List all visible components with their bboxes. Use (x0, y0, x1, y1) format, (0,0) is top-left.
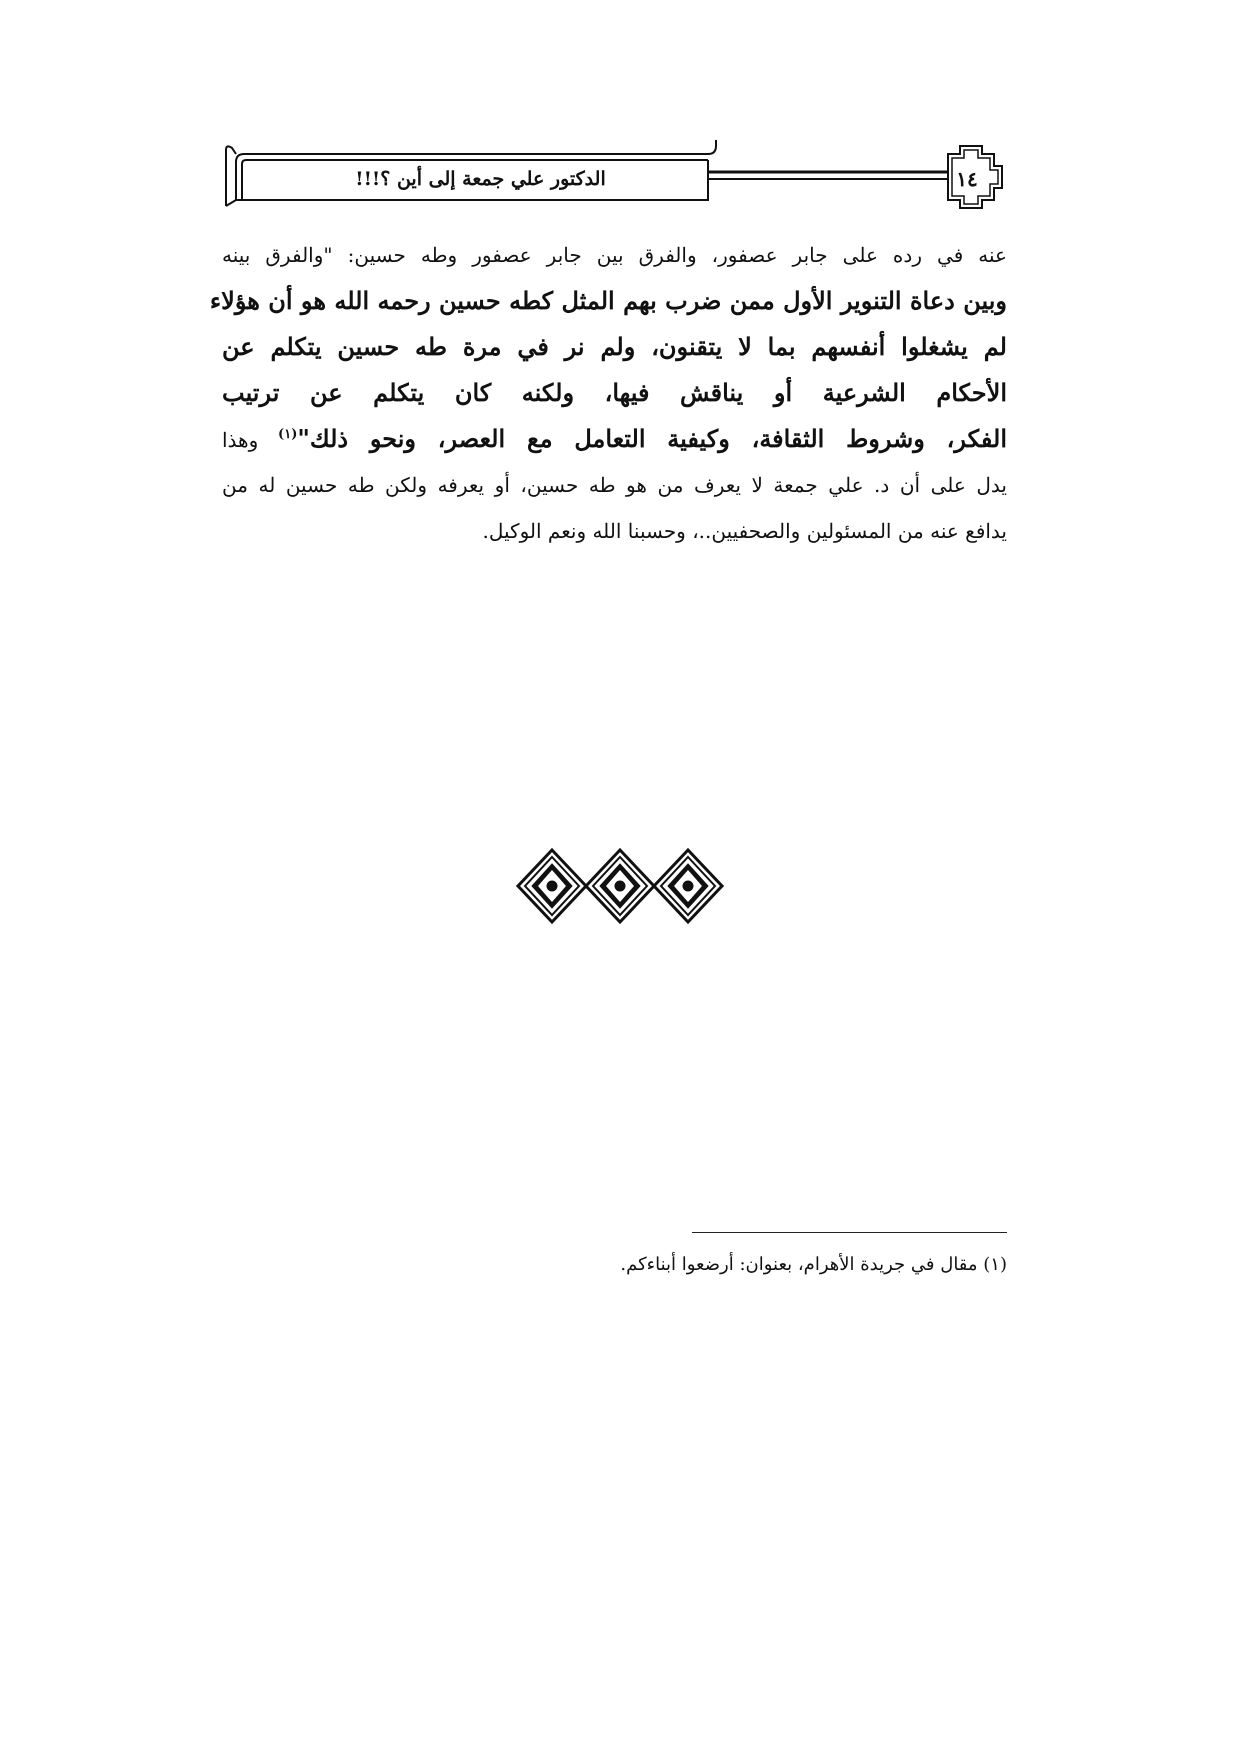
footnote-separator (692, 1232, 1007, 1233)
text-line: لم يشغلوا أنفسهم بما لا يتقنون، ولم نر في مرة طه حسين يتكلم عن (222, 332, 1007, 361)
quote-text: الفكر، وشروط الثقافة، وكيفية التعامل مع العصر، ونحو ذلك" (297, 424, 1007, 453)
running-header (222, 140, 1007, 210)
page-number: ١٤ (956, 167, 978, 191)
text-line (222, 416, 1007, 462)
ornament-diamond (654, 850, 722, 922)
footnote-marker: (١) (278, 427, 298, 442)
ornament-diamond (518, 850, 586, 922)
footnote: (١) مقال في جريدة الأهرام، بعنوان: أرضعوا أبناءكم. (620, 1254, 1007, 1275)
running-head-title: الدكتور علي جمعة إلى أين ؟!!! (355, 168, 606, 190)
text-fragment: وهذا (222, 428, 279, 452)
section-ornament (516, 848, 724, 924)
body-text (209, 232, 1008, 554)
text-line: يدل على أن د. علي جمعة لا يعرف من هو طه حسين، أو يعرفه ولكن طه حسين له من (222, 473, 1007, 497)
text-line: وبين دعاة التنوير الأول ممن ضرب بهم المثل كطه حسين رحمه الله هو أن هؤلاء (209, 286, 1007, 315)
text-line: يدافع عنه من المسئولين والصحفيين..، وحسبنا الله ونعم الوكيل. (482, 519, 1007, 543)
ornament-diamond (586, 850, 654, 922)
text-line: الأحكام الشرعية أو يناقش فيها، ولكنه كان يتكلم عن ترتيب (222, 378, 1008, 407)
text-line: عنه في رده على جابر عصفور، والفرق بين جابر عصفور وطه حسين: "والفرق بينه (222, 243, 1007, 267)
